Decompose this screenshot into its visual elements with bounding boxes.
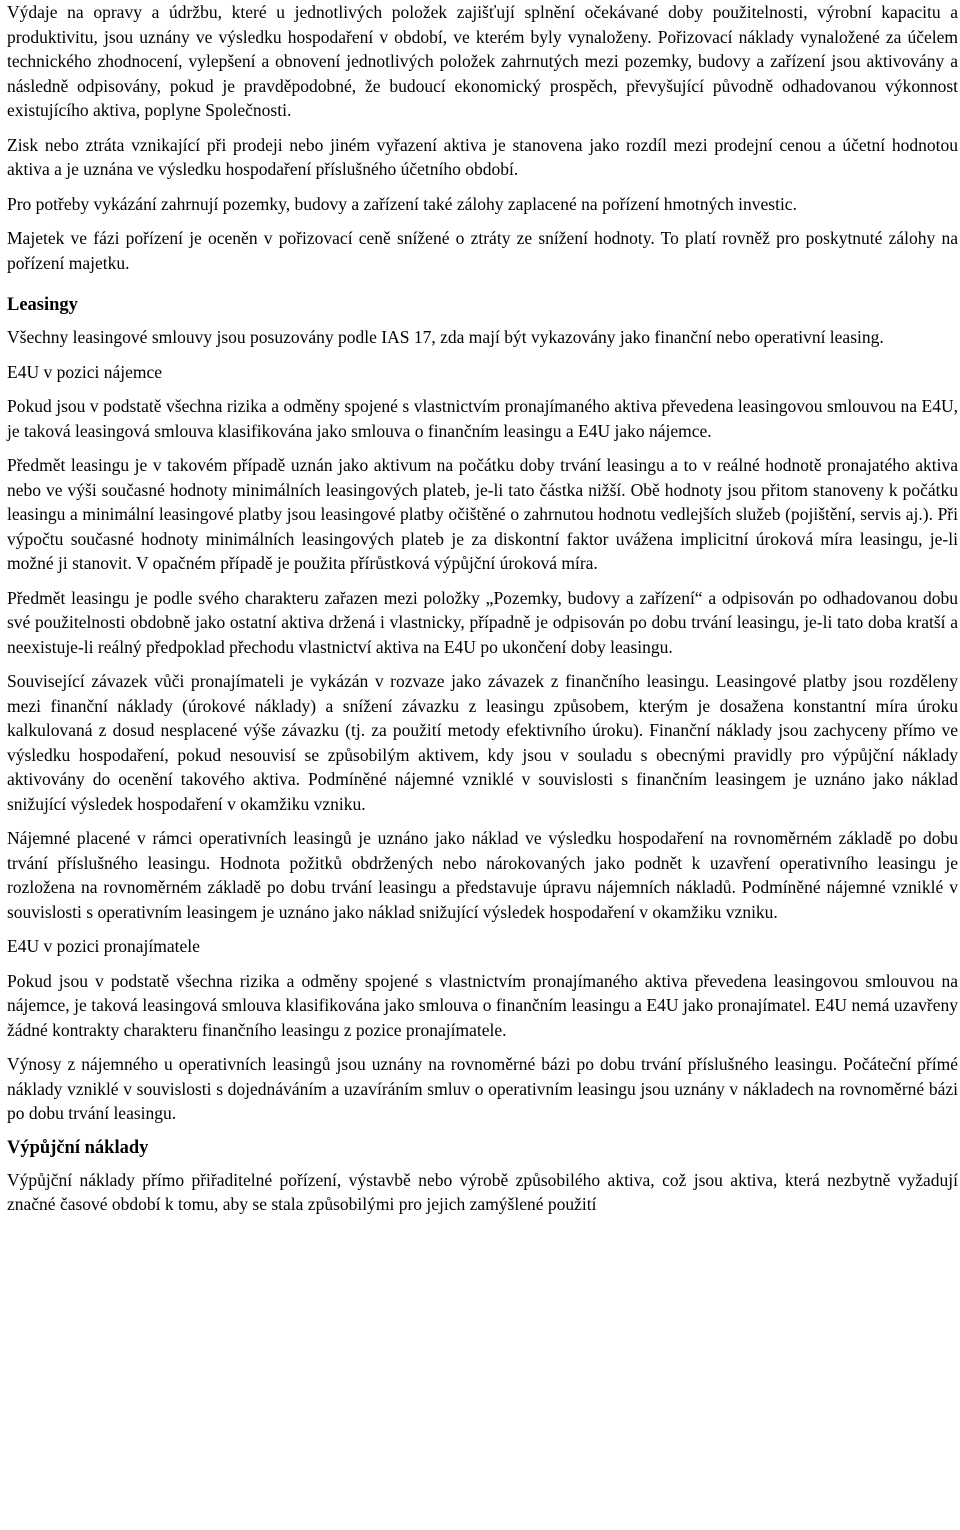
paragraph-lessee-1: Pokud jsou v podstatě všechna rizika a odměny spojené s vlastnictvím pronajímaného aktiva převedena leasingovou smlouvou na E4U, je taková leasingová smlouva klasifikována jako smlouva o finančním leasingu a E4U jako nájemce. [7, 396, 958, 441]
paragraph-lessee-4: Související závazek vůči pronajímateli je vykázán v rozvaze jako závazek z finančního leasingu. Leasingové platby jsou rozděleny mezi finanční náklady (úrokové náklady) a snížení závazku z leasingu způsobem, kterým je dosažena konstantní míra úroku kalkulovaná z dosud nesplacené výše závazku (tj. za použití metody efektivního úroku). Finanční náklady jsou zachyceny přímo ve výsledku hospodaření, pokud nesouvisí se způsobilým aktivem, kdy jsou v souladu s obecnými pravidly pro výpůjční náklady aktivovány do ocenění takového aktiva. Podmíněné nájemné vzniklé v souvislosti s finančním leasingem je uznáno jako náklad snižující výsledek hospodaření v okamžiku vzniku. [7, 671, 958, 814]
paragraph-advances: Pro potřeby vykázání zahrnují pozemky, budovy a zařízení také zálohy zaplacené na pořízení hmotných investic. [7, 193, 797, 214]
paragraph-disposal: Zisk nebo ztráta vznikající při prodeji nebo jiném vyřazení aktiva je stanovena jako rozdíl mezi prodejní cenou a účetní hodnotou aktiva a je uznána ve výsledku hospodaření příslušného účetního období. [7, 134, 958, 179]
subheading-lessee: E4U v pozici nájemce [7, 361, 163, 382]
heading-leasing: Leasingy [7, 295, 78, 315]
heading-borrowing-costs: Výpůjční náklady [7, 1137, 149, 1158]
paragraph-leasing-intro: Všechny leasingové smlouvy jsou posuzovány podle IAS 17, zda mají být vykazovány jako finanční nebo operativní leasing. [7, 327, 884, 347]
paragraph-borrowing-costs: Výpůjční náklady přímo přiřaditelné pořízení, výstavbě nebo výrobě způsobilého aktiva, což jsou aktiva, která nezbytně vyžadují značné časové období k tomu, aby se stala způsobilými pro jejich zamýšlené použití [7, 1169, 958, 1214]
paragraph-lessee-2: Předmět leasingu je v takovém případě uznán jako aktivum na počátku doby trvání leasingu a to v reálné hodnotě pronajatého aktiva nebo ve výši současné hodnoty minimálních leasingových plateb, je-li tato částka nižší. Obě hodnoty jsou přitom stanoveny k počátku leasingu a minimální leasingové platby jsou leasingové platby očištěné o zahrnutou hodnotu vedlejších služeb (pojištění, servis aj.). Při výpočtu současné hodnoty minimálních leasingových plateb je za diskontní faktor uvážena implicitní úroková míra leasingu, je-li možné ji stanovit. V opačném případě je použita přírůstková výpůjční úroková míra. [7, 455, 958, 573]
paragraph-lessee-3: Předmět leasingu je podle svého charakteru zařazen mezi položky „Pozemky, budovy a zařízení“ a odpisován po odhadovanou dobu své použitelnosti obdobně jako ostatní aktiva držená i vlastnicky, případně je odpisován po dobu trvání leasingu, je-li tato doba kratší a neexistuje-li reálný předpoklad přechodu vlastnictví aktiva na E4U po ukončení doby leasingu. [7, 587, 958, 657]
paragraph-construction: Majetek ve fázi pořízení je oceněn v pořizovací ceně snížené o ztráty ze snížení hodnoty. To platí rovněž pro poskytnuté zálohy na pořízení majetku. [7, 228, 958, 273]
paragraph-lessee-5: Nájemné placené v rámci operativních leasingů je uznáno jako náklad ve výsledku hospodaření na rovnoměrném základě po dobu trvání příslušného leasingu. Hodnota požitků obdržených nebo nárokovaných jako podnět k uzavření operativního leasingu je rozložena na rovnoměrném základě po dobu trvání leasingu a představuje úpravu nájemních nákladů. Podmíněné nájemné vzniklé v souvislosti s operativním leasingem je uznáno jako náklad snižující výsledek hospodaření v okamžiku vzniku. [7, 828, 958, 922]
paragraph-lessor-1: Pokud jsou v podstatě všechna rizika a odměny spojené s vlastnictvím pronajímaného aktiva převedena leasingovou smlouvou na nájemce, je taková leasingová smlouva klasifikována jako smlouva o finančním leasingu a E4U jako pronajímatel. E4U nemá uzavřeny žádné kontrakty charakteru finančního leasingu z pozice pronajímatele. [7, 970, 958, 1040]
subheading-lessor: E4U v pozici pronajímatele [7, 936, 200, 956]
paragraph-lessor-2: Výnosy z nájemného u operativních leasingů jsou uznány na rovnoměrné bázi po dobu trvání příslušného leasingu. Počáteční přímé náklady vzniklé v souvislosti s dojednáváním a uzavíráním smluv o operativním leasingu jsou uznány v nákladech na rovnoměrné bázi po dobu trvání leasingu. [7, 1054, 958, 1123]
paragraph-repairs: Výdaje na opravy a údržbu, které u jednotlivých položek zajišťují splnění očekávané doby použitelnosti, výrobní kapacitu a produktivitu, jsou uznány ve výsledku hospodaření v období, ve kterém byly vynaloženy. Pořizovací náklady vynaložené za účelem technického zhodnocení, vylepšení a obnovení jednotlivých položek zahrnutých mezi pozemky, budovy a zařízení jsou aktivovány a následně odpisovány, pokud je pravděpodobné, že budoucí ekonomický prospěch, převyšující původně odhadovanou výkonnost existujícího aktiva, poplyne Společnosti. [7, 2, 958, 120]
